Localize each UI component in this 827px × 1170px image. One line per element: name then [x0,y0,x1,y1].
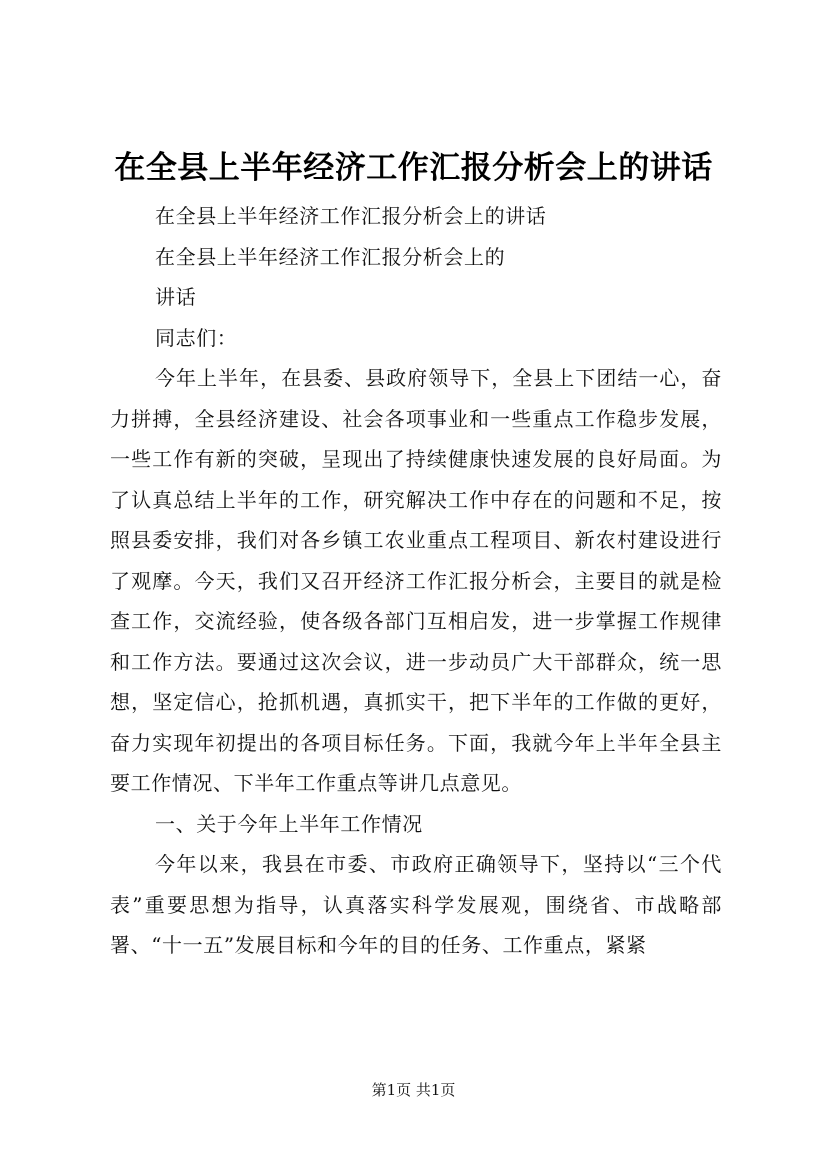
paragraph-section-1: 今年以来，我县在市委、市政府正确领导下，坚持以“三个代表”重要思想为指导，认真落实科学发展观，围绕省、市战略部署、“十一五”发展目标和今年的目的任务、工作重点，紧紧 [110,852,722,957]
section-heading: 一、关于今年上半年工作情况 [155,811,423,836]
document-title: 在全县上半年经济工作汇报分析会上的讲话 [114,150,713,186]
subtitle-line-2: 在全县上半年经济工作汇报分析会上的 [155,244,506,269]
salutation: 同志们： [155,325,238,350]
page-number-footer: 第1页 共1页 [371,1081,456,1099]
paragraph-intro: 今年上半年，在县委、县政府领导下，全县上下团结一心，奋力拼搏，全县经济建设、社会各项事业和一些重点工作稳步发展，一些工作有新的突破，呈现出了持续健康快速发展的良好局面。为了认真总结上半年的工作，研究解决工作中存在的问题和不足，按照县委安排，我们对各乡镇工农业重点工程项目、新农村建设进行了观摩。今天，我们又召开经济工作汇报分析会，主要目的就是检查工作，交流经验，使各级各部门互相启发，进一步掌握工作规律和工作方法。要通过这次会议，进一步动员广大干部群众，统一思想，坚定信心，抢抓机遇，真抓实干，把下半年的工作做的更好，奋力实现年初提出的各项目标任务。下面，我就今年上半年全县主要工作情况、下半年工作重点等讲几点意见。 [110,366,722,795]
subtitle-line-1: 在全县上半年经济工作汇报分析会上的讲话 [155,204,547,228]
document-body [110,196,722,966]
subtitle-line-3: 讲话 [155,285,197,309]
